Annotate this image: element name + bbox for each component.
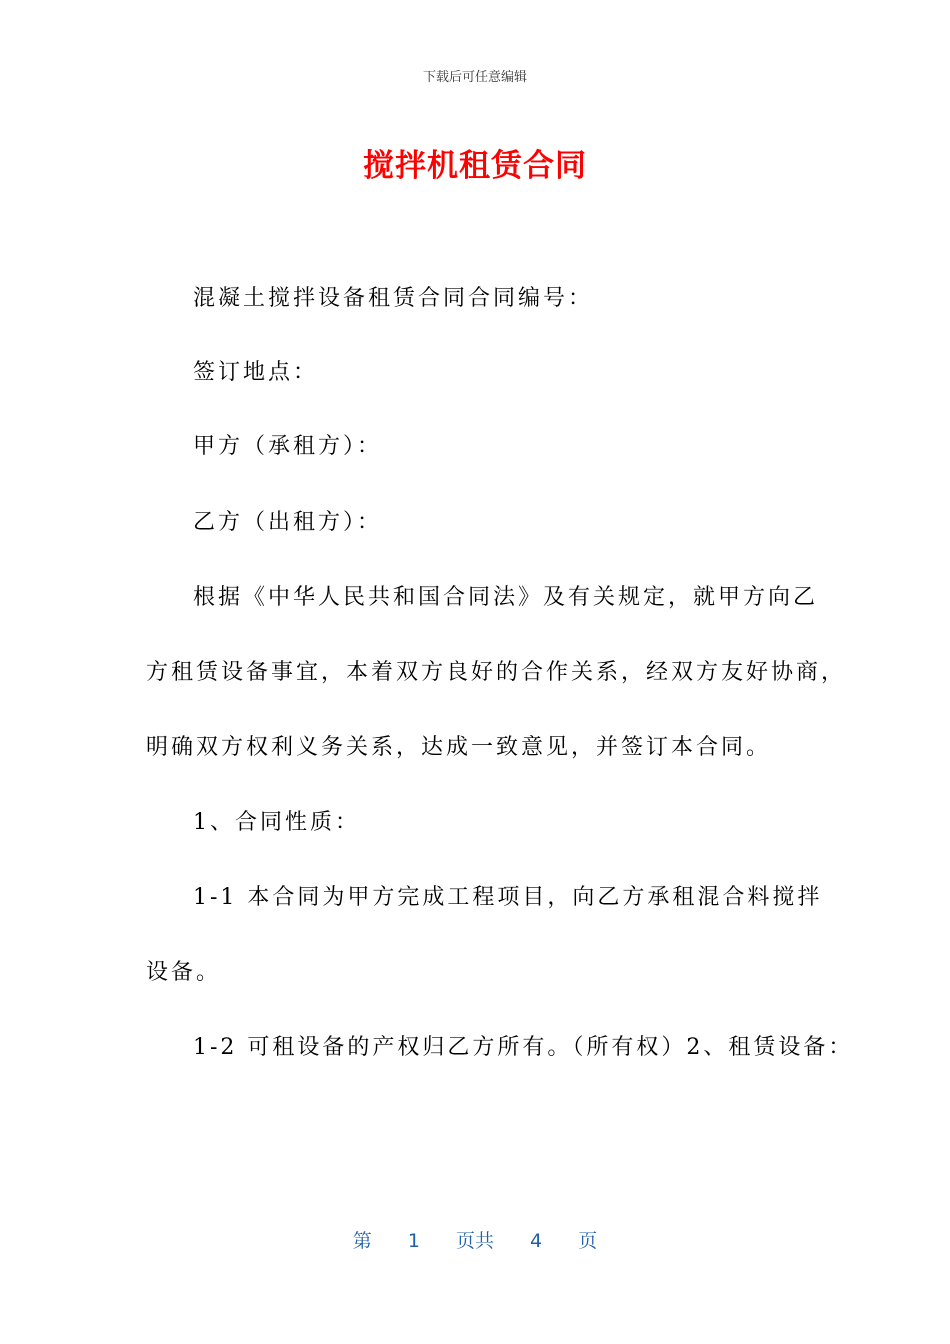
clause-1-1-line-2: 设备。 (146, 960, 222, 985)
preamble-line-1: 根据《中华人民共和国合同法》及有关规定，就甲方向乙 (193, 585, 819, 610)
document-title: 搅拌机租赁合同 (363, 148, 587, 184)
party-b-line: 乙方（出租方）： (193, 510, 383, 535)
party-a-line: 甲方（承租方）： (193, 434, 383, 459)
preamble-line-3: 明确双方权利义务关系，达成一致意见，并签订本合同。 (146, 735, 772, 760)
clause-1-2-line: 1-2 可租设备的产权归乙方所有。（所有权）2、租赁设备： (193, 1035, 854, 1060)
footer-suffix: 页 (578, 1230, 598, 1252)
signing-place-line: 签订地点： (193, 360, 319, 385)
footer-prefix: 第 (352, 1230, 372, 1252)
clause-1-1-line-1: 1-1 本合同为甲方完成工程项目，向乙方承租混合料搅拌 (193, 885, 823, 910)
section-1-heading: 1、合同性质： (193, 810, 360, 835)
footer-total-pages: 4 (530, 1230, 543, 1252)
preamble-line-2: 方租赁设备事宜，本着双方良好的合作关系，经双方友好协商， (146, 660, 847, 685)
footer-middle: 页共 (455, 1230, 494, 1252)
footer-current-page: 1 (407, 1230, 420, 1252)
contract-number-line: 混凝土搅拌设备租赁合同合同编号： (193, 286, 594, 311)
page-footer (0, 1226, 950, 1253)
header-note: 下载后可任意编辑 (422, 70, 527, 85)
